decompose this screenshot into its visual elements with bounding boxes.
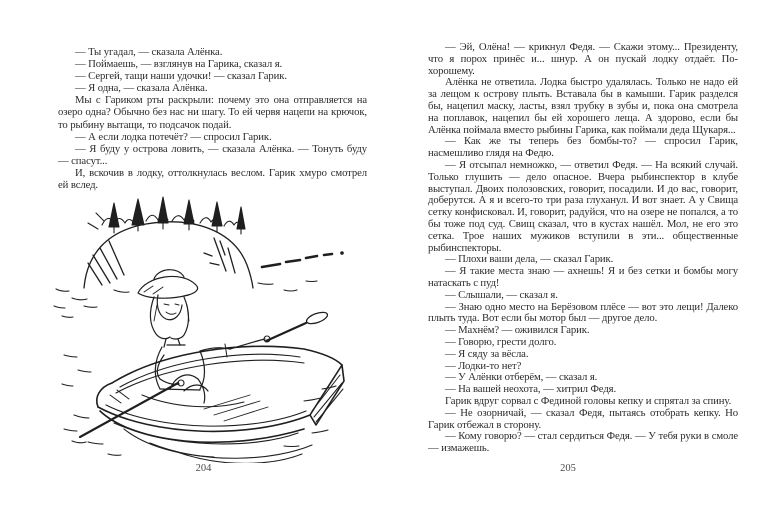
paragraph: — Говорю, грести долго. — [445, 335, 557, 348]
paragraph: — Я отсыпал немножко, — ответил Федя. — На всякий случай. Только глушить — дело опасное. Вчера рыбинспектор в клубе выступал. Двоих полозовских, говорит, посадили. И до вас, говорит, доберутся. А я и всего-то три раза глуханул. И вот знает. А у Свища сетку конфисковал. И, говорит, радуйся, что на озере не попался, а то бы тоже под суд. Свищ сказал, что в кустах нашёл. Мол, не его это сетка. Трое наших мужиков вступили в эти... общественные рыбинспекторы. — [428, 158, 738, 254]
paragraph: — Я буду у острова ловить, — сказала Алёнка. — Тонуть буду — спасут... — [58, 142, 367, 167]
paragraph: — У Алёнки отберём, — сказал я. — [445, 371, 598, 384]
paragraph: Мы с Гариком рты раскрыли: почему это она отправляется на озеро одна? Обычно без нас ни шагу. То ей червя нацепи на крючок, то рыбину вытащи, то подсачок подай. — [58, 94, 367, 131]
rower-girl — [138, 270, 270, 403]
paragraph: — Я такие места знаю — ахнешь! Я и без сетки и бомбы могу натаскать с пуд! — [428, 265, 738, 289]
paragraph: — Не озорничай, — сказал Федя, пытаясь отобрать кепку. Но Гарик отбежал в сторону. — [428, 406, 738, 431]
paragraph: — Лодки-то нет? — [445, 359, 522, 372]
paragraph: — Ты угадал, — сказала Алёнка. — [75, 46, 223, 58]
island-trees — [88, 197, 245, 234]
paragraph: — Знаю одно место на Берёзовом плёсе — вот это лещи! Далеко плыть туда. Вот если бы мотор был — другое дело. — [428, 300, 738, 325]
paragraph: — Слышали, — сказал я. — [445, 288, 558, 301]
paragraph: — На вашей неохота, — хитрил Федя. — [445, 383, 617, 396]
oars — [72, 310, 329, 443]
paragraph: — Поймаешь, — взглянув на Гарика, сказал я. — [75, 58, 283, 71]
paragraph: — Сергей, тащи наши удочки! — сказал Гарик. — [75, 70, 287, 83]
right-page — [428, 0, 738, 521]
rowboat — [97, 347, 344, 445]
paragraph: — А если лодка потечёт? — спросил Гарик. — [75, 130, 272, 143]
left-page-text — [58, 0, 367, 191]
right-page-text — [428, 0, 738, 455]
page-number-left: 204 — [195, 463, 212, 474]
water-ripples-island — [262, 251, 344, 267]
paragraph: Гарик вдруг сорвал с Фединой головы кепку и спрятал за спину. — [445, 394, 732, 407]
paragraph: — Я одна, — сказала Алёнка. — [75, 82, 208, 95]
paragraph: — Как же ты теперь без бомбы-то? — спросил Гарик, насмешливо глядя на Федю. — [428, 135, 738, 160]
left-page — [58, 0, 367, 521]
paragraph: — Плохи ваши дела, — сказал Гарик. — [445, 253, 614, 266]
paragraph: — Махнём? — оживился Гарик. — [445, 324, 590, 337]
paragraph: — Кому говорю? — стал сердиться Федя. — У тебя руки в смоле — измажешь. — [428, 430, 738, 455]
paragraph: — Я сяду за вёсла. — [445, 347, 529, 360]
boat-illustration — [52, 193, 358, 463]
page-number-right: 205 — [560, 463, 576, 474]
paragraph: — Эй, Олёна! — крикнул Федя. — Скажи этому... Президенту, что я порох принёс и... шнур. А он пускай лодку отдаёт. По-хорошему. — [428, 41, 738, 77]
paragraph: И, вскочив в лодку, оттолкнулась веслом. Гарик хмуро смотрел ей вслед. — [58, 166, 367, 192]
paragraph: Алёнка не ответила. Лодка быстро удалялась. Только не надо ей за лещом к острову плыть. Вставала бы в камыши. Гарик разделся бы, нацепил маску, ласты, взял трубку в зубы и, пока она смотрела на поплавок, нацепил бы ей хорошего леща. А здорово, если бы Алёнка поймала вместо рыбины Гарика, как поймали деда Щукаря... — [428, 76, 738, 136]
